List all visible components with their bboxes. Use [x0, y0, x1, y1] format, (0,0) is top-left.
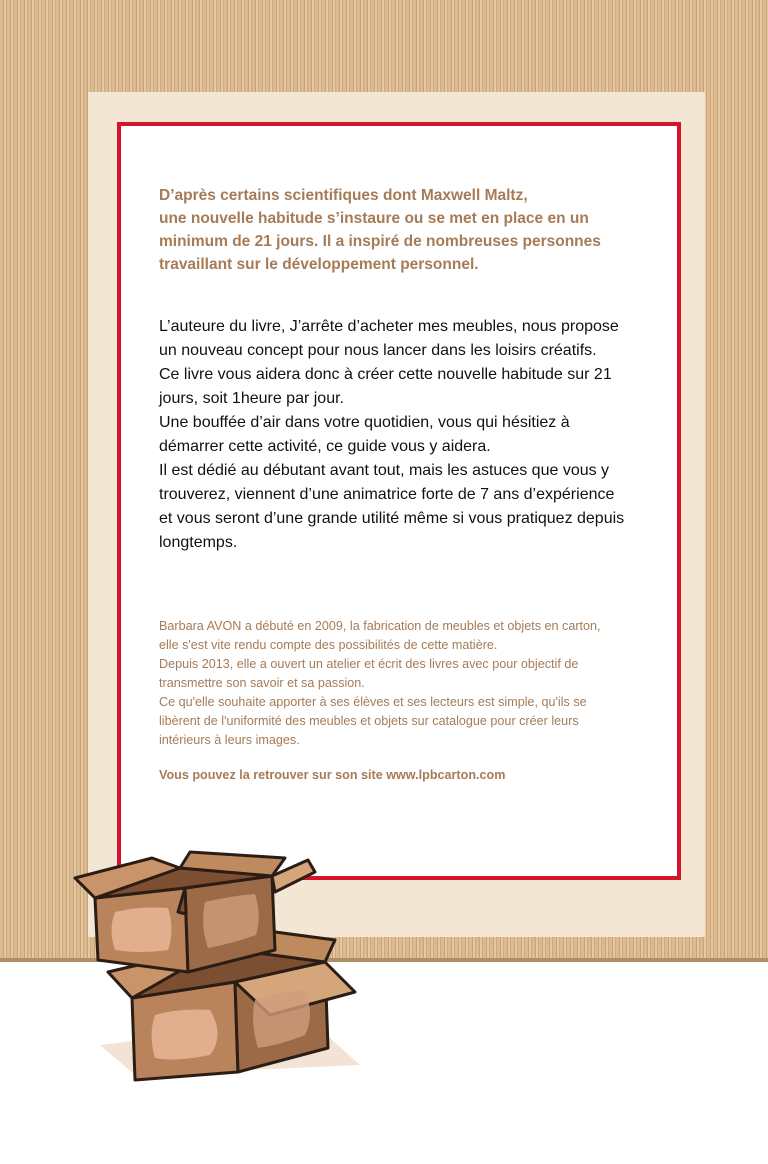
body-line: trouverez, viennent d’une animatrice forte de 7 ans d’expérience — [159, 486, 615, 503]
intro-line: minimum de 21 jours. Il a inspiré de nombreuses personnes — [159, 233, 601, 250]
intro-line: une nouvelle habitude s’instaure ou se met en place en un — [159, 210, 589, 227]
bio-line: Barbara AVON a débuté en 2009, la fabrication de meubles et objets en carton, — [159, 619, 601, 633]
bio-line: transmettre son savoir et sa passion. — [159, 676, 365, 690]
body-line: et vous seront d’une grande utilité même si vous pratiquez depuis — [159, 510, 625, 527]
body-line: Une bouffée d’air dans votre quotidien, vous qui hésitiez à — [159, 414, 570, 431]
website-line: Vous pouvez la retrouver sur son site www.lpbcarton.com — [159, 768, 506, 782]
body-line: Il est dédié au débutant avant tout, mais les astuces que vous y — [159, 462, 610, 479]
description-paragraph — [159, 315, 669, 555]
text-panel — [117, 122, 681, 880]
bio-line: intérieurs à leurs images. — [159, 733, 300, 747]
bio-line: libèrent de l'uniformité des meubles et objets sur catalogue pour créer leurs — [159, 714, 579, 728]
intro-paragraph — [159, 184, 659, 276]
bio-line: Ce qu'elle souhaite apporter à ses élèves et ses lecteurs est simple, qu'ils se — [159, 695, 587, 709]
intro-line: D’après certains scientifiques dont Maxwell Maltz, — [159, 187, 528, 204]
body-line: L’auteure du livre, J’arrête d’acheter mes meubles, nous propose — [159, 318, 619, 335]
intro-line: travaillant sur le développement personnel. — [159, 256, 479, 273]
body-line: jours, soit 1heure par jour. — [159, 390, 344, 407]
body-line: longtemps. — [159, 534, 238, 551]
cardboard-boxes-icon — [60, 850, 370, 1090]
body-line: Ce livre vous aidera donc à créer cette nouvelle habitude sur 21 — [159, 366, 612, 383]
bio-line: elle s'est vite rendu compte des possibilités de cette matière. — [159, 638, 498, 652]
body-line: un nouveau concept pour nous lancer dans les loisirs créatifs. — [159, 342, 597, 359]
body-line: démarrer cette activité, ce guide vous y aidera. — [159, 438, 491, 455]
bio-line: Depuis 2013, elle a ouvert un atelier et écrit des livres avec pour objectif de — [159, 657, 579, 671]
author-bio — [159, 617, 669, 750]
